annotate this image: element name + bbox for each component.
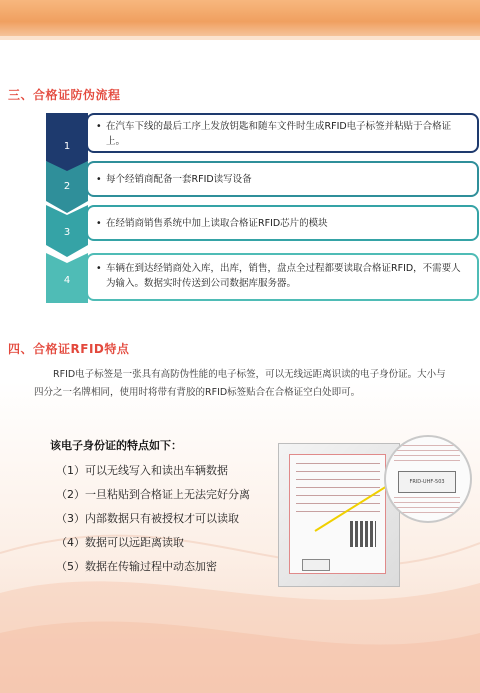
rfid-tag <box>302 559 330 571</box>
header-band <box>0 0 480 36</box>
header-divider <box>0 36 480 40</box>
section-3-title: 三、合格证防伪流程 <box>8 88 121 102</box>
certificate-photo <box>278 443 400 587</box>
step-number: 2 <box>63 181 71 192</box>
rfid-description: RFID电子标签是一张具有高防伪性能的电子标签，可以无线远距离识读的电子身份证。大小与四分之一名牌相同，使用时将带有背胶的RFID标签贴合在合格证空白处即可。 <box>34 369 446 398</box>
magnified-form-lines <box>394 445 460 465</box>
step-box <box>86 205 479 241</box>
form-line <box>296 479 380 480</box>
step-text: • 在汽车下线的最后工序上发放钥匙和随车文件时生成RFID电子标签并粘贴于合格证上。 <box>96 119 469 149</box>
qr-code <box>350 521 376 547</box>
step-number: 3 <box>63 227 71 238</box>
form-line <box>296 487 380 488</box>
step-text: • 每个经销商配备一套RFID读写设备 <box>96 172 469 187</box>
form-line <box>296 471 380 472</box>
form-line <box>296 503 380 504</box>
step-number: 4 <box>63 275 71 286</box>
step-text: • 在经销商销售系统中加上读取合格证RFID芯片的模块 <box>96 216 469 231</box>
magnified-tag-label: FRID-UHF-503 <box>398 471 456 493</box>
features-title: 该电子身份证的特点如下： <box>50 439 182 452</box>
step-box <box>86 253 479 301</box>
feature-item: （1）可以无线写入和读出车辆数据 <box>56 464 228 477</box>
section-4-title: 四、合格证RFID特点 <box>8 342 130 356</box>
feature-item: （5）数据在传输过程中动态加密 <box>56 560 217 573</box>
feature-item: （2）一旦粘贴到合格证上无法完好分离 <box>56 488 250 501</box>
magnified-tag-view <box>384 435 472 523</box>
form-line <box>296 511 380 512</box>
step-text: • 车辆在到达经销商处入库，出库，销售，盘点全过程都要读取合格证RFID，不需要人为输入。数据实时传送到公司数据库服务器。 <box>96 261 469 291</box>
certificate-form <box>289 454 386 574</box>
feature-item: （3）内部数据只有被授权才可以读取 <box>56 512 239 525</box>
step-number: 1 <box>63 141 71 152</box>
feature-item: （4）数据可以远距离读取 <box>56 536 184 549</box>
form-line <box>296 463 380 464</box>
step-box <box>86 113 479 153</box>
magnified-form-lines <box>394 497 460 513</box>
step-box <box>86 161 479 197</box>
